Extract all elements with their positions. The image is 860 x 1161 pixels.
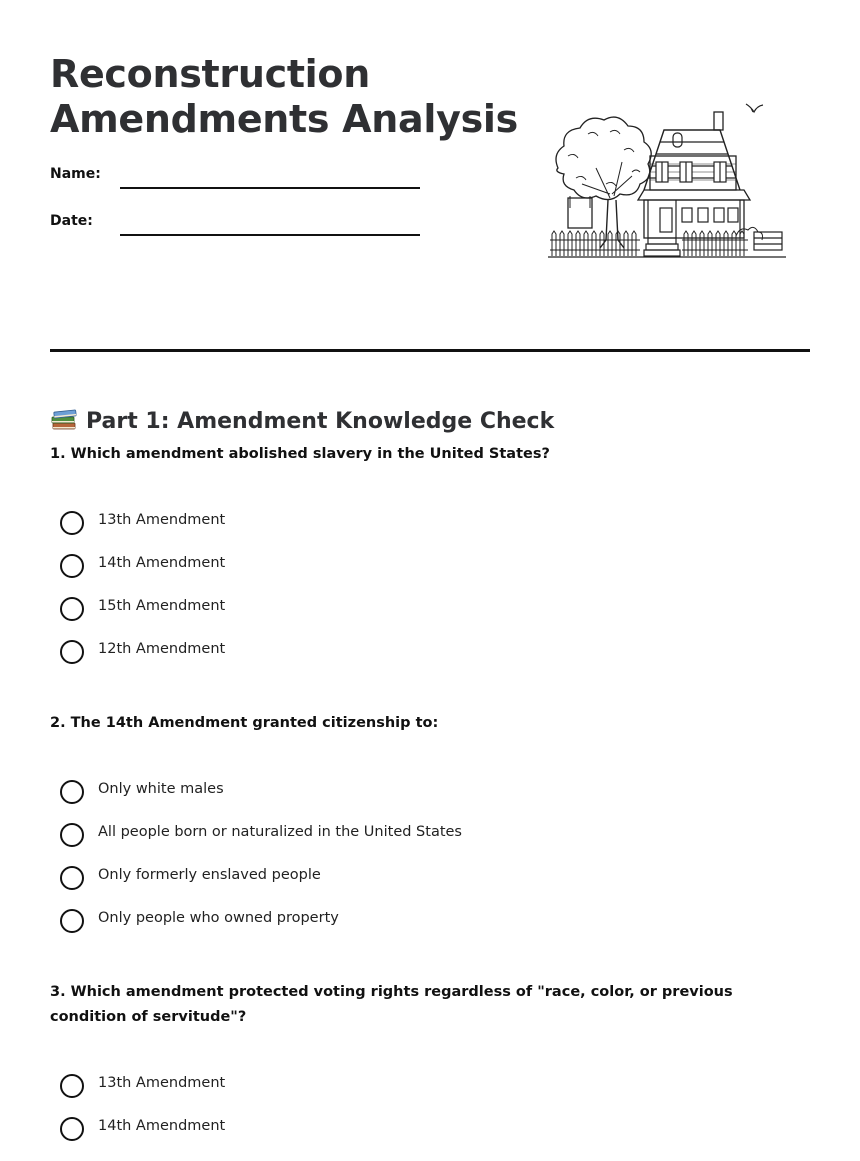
q1-option-2[interactable] xyxy=(60,553,660,579)
q2-option-4[interactable] xyxy=(60,908,660,934)
section-divider xyxy=(50,349,810,352)
q2-option-1[interactable] xyxy=(60,779,660,805)
radio-button[interactable] xyxy=(60,640,84,664)
q3-option-1[interactable] xyxy=(60,1073,660,1099)
part1-title: Part 1: Amendment Knowledge Check xyxy=(86,409,555,435)
question-3: 3. Which amendment protected voting rights regardless of "race, color, or previous condition of servitude"? xyxy=(50,984,733,1025)
radio-button[interactable] xyxy=(60,1117,84,1141)
radio-button[interactable] xyxy=(60,597,84,621)
radio-button[interactable] xyxy=(60,866,84,890)
question-2: 2. The 14th Amendment granted citizenship to: xyxy=(50,715,439,731)
date-input[interactable] xyxy=(120,234,420,236)
option-label: 14th Amendment xyxy=(98,555,226,571)
radio-button[interactable] xyxy=(60,554,84,578)
option-label: Only white males xyxy=(98,781,224,797)
option-label: 13th Amendment xyxy=(98,1075,226,1091)
radio-button[interactable] xyxy=(60,1074,84,1098)
radio-button[interactable] xyxy=(60,780,84,804)
q1-option-4[interactable] xyxy=(60,639,660,665)
name-field-row xyxy=(50,160,420,190)
option-label: Only formerly enslaved people xyxy=(98,867,321,883)
books-icon xyxy=(50,406,78,432)
q3-option-2[interactable] xyxy=(60,1116,660,1142)
worksheet-title: Reconstruction Amendments Analysis xyxy=(50,52,518,141)
radio-button[interactable] xyxy=(60,909,84,933)
q2-option-3[interactable] xyxy=(60,865,660,891)
q2-option-2[interactable] xyxy=(60,822,660,848)
date-field-row xyxy=(50,207,420,237)
q1-option-3[interactable] xyxy=(60,596,660,622)
option-label: 14th Amendment xyxy=(98,1118,226,1134)
option-label: 15th Amendment xyxy=(98,598,226,614)
question-1: 1. Which amendment abolished slavery in the United States? xyxy=(50,446,550,462)
part1-heading xyxy=(50,406,554,434)
option-label: Only people who owned property xyxy=(98,910,339,926)
option-label: All people born or naturalized in the United States xyxy=(98,824,462,840)
radio-button[interactable] xyxy=(60,823,84,847)
option-label: 12th Amendment xyxy=(98,641,226,657)
q1-option-1[interactable] xyxy=(60,510,660,536)
date-label: Date: xyxy=(50,213,93,229)
option-label: 13th Amendment xyxy=(98,512,226,528)
name-label: Name: xyxy=(50,166,101,182)
radio-button[interactable] xyxy=(60,511,84,535)
house-illustration xyxy=(548,98,788,263)
name-input[interactable] xyxy=(120,187,420,189)
